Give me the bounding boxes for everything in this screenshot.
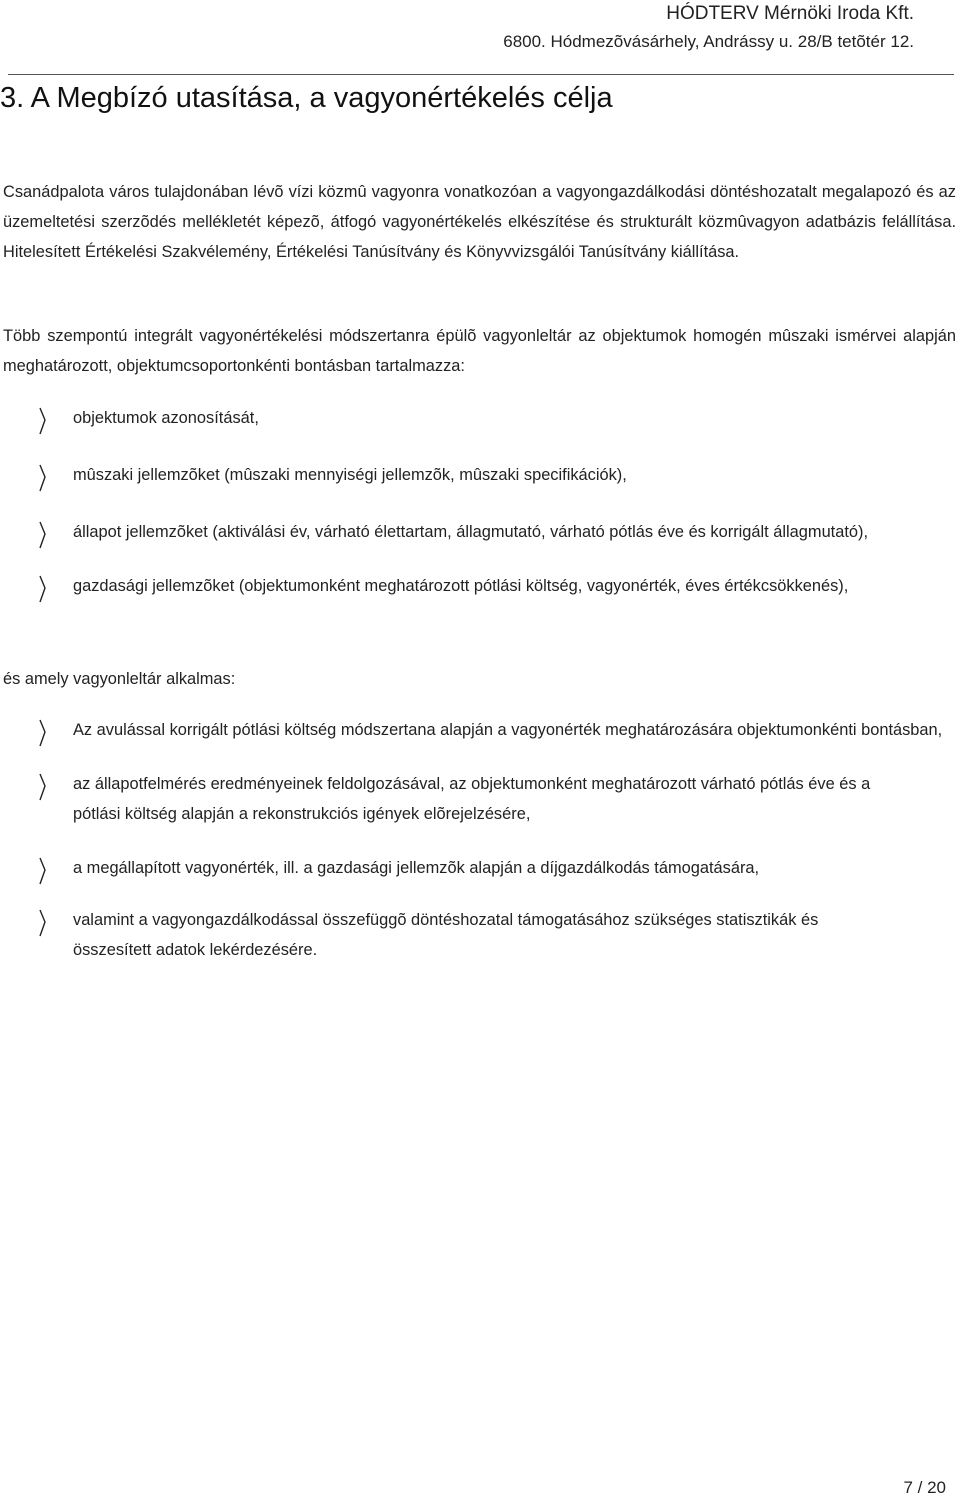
list-item bbox=[0, 905, 960, 965]
section-title: 3. A Megbízó utasítása, a vagyonértékelés célja bbox=[0, 82, 613, 114]
page-header bbox=[503, 2, 914, 54]
dash-bullet-icon bbox=[38, 407, 48, 435]
list-item bbox=[0, 853, 960, 883]
list-item bbox=[0, 460, 960, 490]
list-item-text: a megállapított vagyonérték, ill. a gazdasági jellemzõk alapján a díjgazdálkodás támogatására, bbox=[73, 859, 760, 877]
dash-bullet-icon bbox=[38, 773, 48, 801]
dash-bullet-icon bbox=[38, 909, 48, 937]
dash-bullet-icon bbox=[38, 575, 48, 603]
list-item bbox=[0, 571, 960, 601]
page-number: 7 / 20 bbox=[903, 1478, 946, 1497]
list-item-text: az állapotfelmérés eredményeinek feldolgozásával, az objektumonként meghatározott várható pótlás éve és a pótlási költség alapján a rekonstrukciós igények elõrejelzésére, bbox=[73, 775, 871, 823]
contents-list bbox=[0, 403, 960, 625]
list-item-text: valamint a vagyongazdálkodással összefüggõ döntéshozatal támogatásához szükséges statisztikák és összesített adatok lekérdezésére. bbox=[73, 911, 819, 959]
list-item-text: gazdasági jellemzõket (objektumonként meghatározott pótlási költség, vagyonérték, éves értékcsökkenés), bbox=[73, 577, 849, 595]
list-item-text: Az avulással korrigált pótlási költség módszertana alapján a vagyonérték meghatározására objektumonkénti bontásban, bbox=[73, 721, 943, 739]
header-divider bbox=[8, 74, 954, 75]
header-company-name: HÓDTERV Mérnöki Iroda Kft. bbox=[666, 3, 914, 24]
list-item bbox=[0, 517, 960, 547]
suitable-intro: és amely vagyonleltár alkalmas: bbox=[3, 670, 236, 688]
suitable-list bbox=[0, 715, 960, 989]
list-item-text: mûszaki jellemzõket (mûszaki mennyiségi jellemzõk, mûszaki specifikációk), bbox=[73, 466, 627, 484]
list-item bbox=[0, 715, 960, 745]
list-item bbox=[0, 769, 960, 829]
list-item bbox=[0, 403, 960, 433]
contents-intro-paragraph: Több szempontú integrált vagyonértékelési módszertanra épülõ vagyonleltár az objektumok homogén mûszaki ismérvei alapján meghatározott, objektumcsoportonkénti bontásban tartalmazza: bbox=[3, 327, 956, 375]
list-item-text: objektumok azonosítását, bbox=[73, 409, 259, 427]
intro-paragraph: Csanádpalota város tulajdonában lévõ vízi közmû vagyonra vonatkozóan a vagyongazdálkodási döntéshozatalt megalapozó és az üzemeltetési szerzõdés mellékletét képezõ, átfogó vagyonértékelés elkészítése és strukturált közmûvagyon adatbázis felállítása. Hitelesített Értékelési Szakvélemény, Értékelési Tanúsítvány és Könyvvizsgálói Tanúsítvány kiállítása. bbox=[3, 183, 956, 261]
dash-bullet-icon bbox=[38, 719, 48, 747]
dash-bullet-icon bbox=[38, 464, 48, 492]
list-item-text: állapot jellemzõket (aktiválási év, várható élettartam, állagmutató, várható pótlás éve és korrigált állagmutató), bbox=[73, 523, 869, 541]
header-address: 6800. Hódmezõvásárhely, Andrássy u. 28/B tetõtér 12. bbox=[503, 32, 914, 51]
dash-bullet-icon bbox=[38, 521, 48, 549]
dash-bullet-icon bbox=[38, 857, 48, 885]
